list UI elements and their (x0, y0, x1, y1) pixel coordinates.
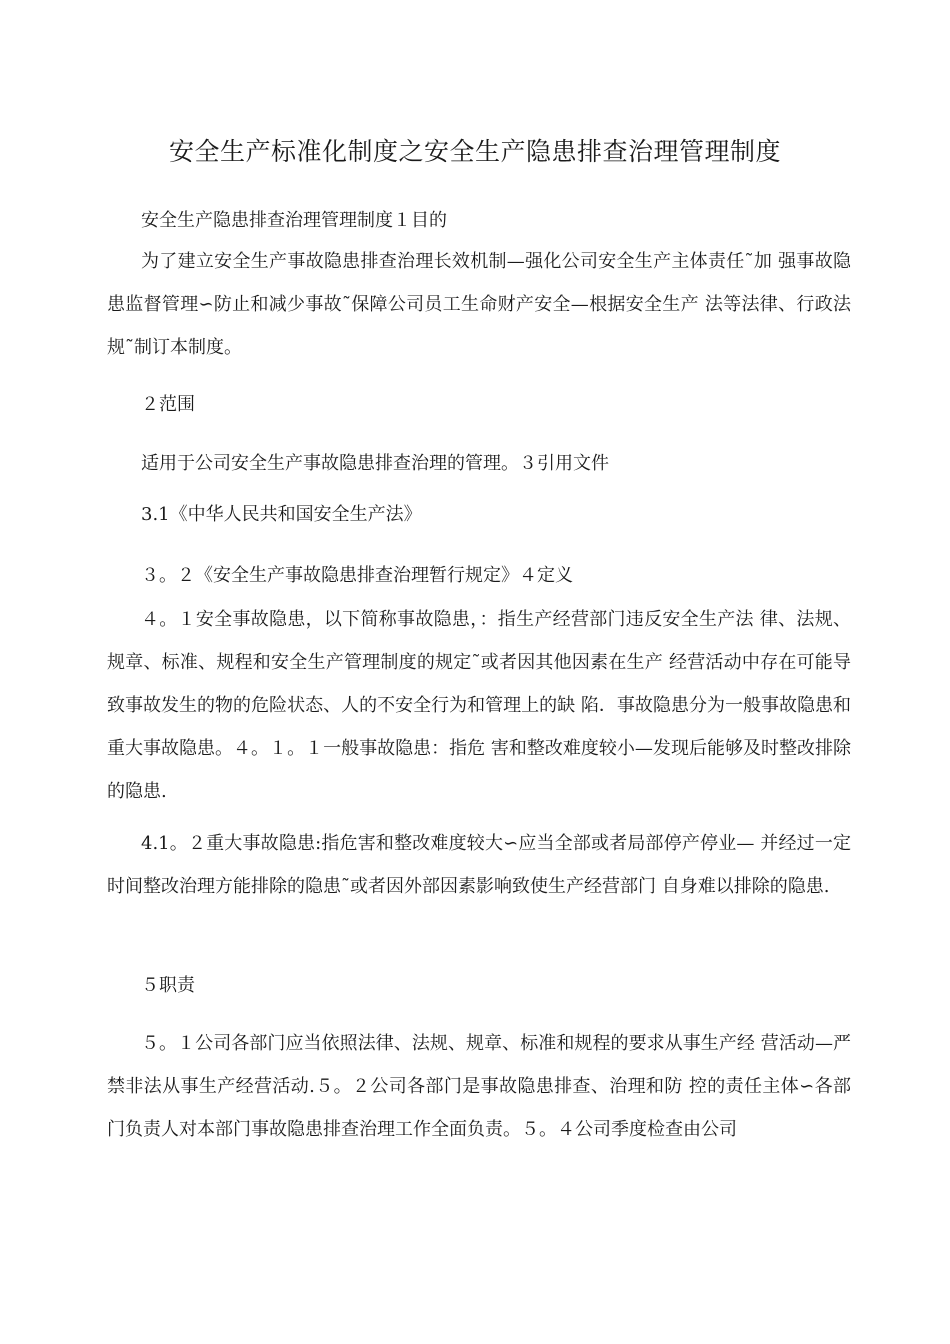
paragraph-major-hazard: 4.1。２重大事故隐患:指危害和整改难度较大∽应当全部或者局部停产停业— 并经过一定时间整改治理方能排除的隐患˜或者因外部因素影响致使生产经营部门 自身难以排除的隐患. (107, 833, 851, 897)
paragraph-scope-heading: ２范围 (141, 394, 195, 415)
paragraph-definition: ４。１安全事故隐患，以下简称事故隐患，：指生产经营部门违反安全生产法 律、法规、规章、标准、规程和安全生产管理制度的规定˜或者因其他因素在生产 经营活动中存在可能导致事故发生的物的危险状态、人的不安全行为和管理上的缺 陷．事故隐患分为一般事故隐患和重大事故隐患。４。１。１一般事故隐患：指危 害和整改难度较小—发现后能够及时整改排除的隐患. (107, 609, 851, 802)
paragraph-reference-2: ３。２《安全生产事故隐患排查治理暂行规定》４定义 (141, 565, 573, 586)
paragraph-reference-1: 3.1《中华人民共和国安全生产法》 (141, 504, 422, 525)
paragraph-purpose: 为了建立安全生产事故隐患排查治理长效机制—强化公司安全生产主体责任˜加 强事故隐患监督管理∽防止和减少事故˜保障公司员工生命财产安全—根据安全生产 法等法律、行政法规˜制订本制度。 (107, 251, 851, 358)
paragraph-scope: 适用于公司安全生产事故隐患排查治理的管理。３引用文件 (141, 453, 609, 474)
document-title: 安全生产标准化制度之安全生产隐患排查治理管理制度 (168, 137, 781, 166)
paragraph-purpose-heading: 安全生产隐患排查治理管理制度１目的 (141, 210, 447, 231)
paragraph-duties: ５。１公司各部门应当依照法律、法规、规章、标准和规程的要求从事生产经 营活动—严禁非法从事生产经营活动.５。２公司各部门是事故隐患排查、治理和防 控的责任主体∽各部门负责人对本部门事故隐患排查治理工作全面负责。５。４公司季度检查由公司 (107, 1033, 851, 1140)
paragraph-duties-heading: ５职责 (141, 975, 195, 996)
